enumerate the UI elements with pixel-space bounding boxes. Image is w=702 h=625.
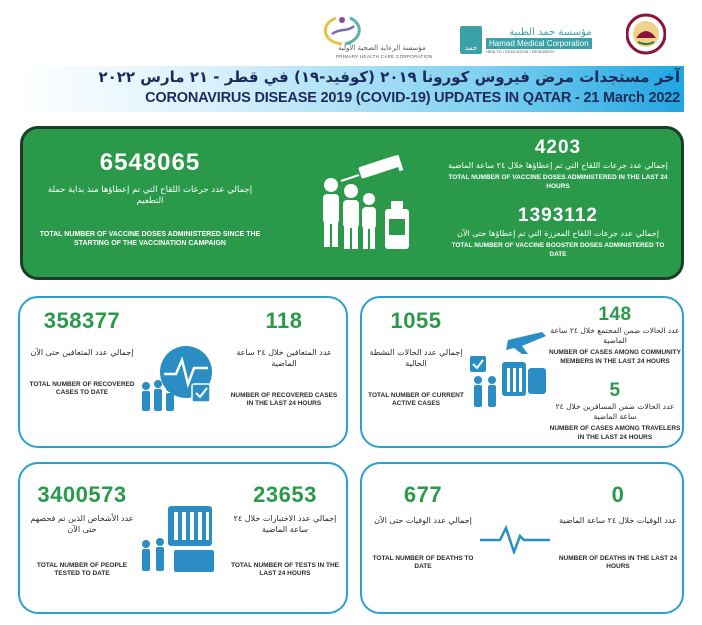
recovered-total-label-ar: إجمالي عدد المتعافين حتى الآن [30, 348, 134, 357]
tests-last24-label-en: TOTAL NUMBER OF TESTS IN THE LAST 24 HOURS [231, 561, 339, 578]
vaccination-booster-number: 1393112 [518, 205, 598, 226]
deaths-total-label-ar: إجمالي عدد الوفيات حتى الآن [374, 516, 472, 525]
recovered-total-number: 358377 [43, 308, 121, 333]
tests-last24-block [226, 482, 344, 578]
vaccination-total-block [35, 149, 265, 248]
vaccination-last24-block [443, 137, 673, 191]
recovered-last24-label-en: NUMBER OF RECOVERED CASES IN THE LAST 24 HOURS [230, 391, 338, 408]
active-cases-travel-icon [462, 330, 552, 420]
tests-lab-icon [138, 500, 228, 580]
vaccination-last24-label-ar: إجمالي عدد جرعات اللقاح التي تم إعطاؤها خلال ٢٤ ساعة الماضية [448, 161, 668, 170]
vaccination-total-label-ar: إجمالي عدد جرعات اللقاح التي تم إعطاؤها منذ بداية حملة التطعيم [47, 185, 253, 207]
tests-total-block [24, 482, 140, 578]
active-total-label-en: TOTAL NUMBER OF CURRENT ACTIVE CASES [368, 391, 464, 408]
active-community-label-en: NUMBER OF CASES AMONG COMMUNITY MEMBERS IN THE LAST 24 HOURS [549, 349, 681, 365]
hamad-emblem-icon: حمد [460, 26, 482, 54]
phcc-name-en: PRIMARY HEALTH CARE CORPORATION [336, 54, 433, 59]
title-arabic: آخر مستجدات مرض فيروس كورونا ٢٠١٩ (كوفيد-١٩) في قطر - ٢١ مارس ٢٠٢٢ [98, 68, 680, 86]
active-community-number: 148 [598, 304, 632, 325]
tests-total-label-en: TOTAL NUMBER OF PEOPLE TESTED TO DATE [36, 561, 128, 578]
active-total-number: 1055 [390, 308, 442, 333]
deaths-card [360, 462, 684, 614]
active-community-block [548, 304, 682, 366]
recovered-card [18, 296, 348, 448]
vaccination-booster-label-en: TOTAL NUMBER OF VACCINE BOOSTER DOSES ADMINISTERED TO DATE [451, 242, 665, 258]
deaths-total-label-en: TOTAL NUMBER OF DEATHS TO DATE [372, 554, 474, 571]
vaccination-last24-label-en: TOTAL NUMBER OF VACCINE DOSES ADMINISTERED IN THE LAST 24 HOURS [448, 174, 668, 190]
deaths-last24-label-en: NUMBER OF DEATHS IN THE LAST 24 HOURS [558, 554, 678, 571]
vaccination-last24-number: 4203 [534, 137, 582, 158]
recovered-last24-number: 118 [265, 308, 303, 333]
title-english: CORONAVIRUS DISEASE 2019 (COVID-19) UPDATES IN QATAR - 21 March 2022 [145, 90, 680, 106]
deaths-last24-label-ar: عدد الوفيات خلال ٢٤ ساعة الماضية [559, 516, 677, 525]
title-banner [22, 66, 684, 112]
vaccination-booster-label-ar: إجمالي عدد جرعات اللقاح المعززة التي تم إعطاؤها حتى الآن [457, 229, 659, 238]
vaccination-people-syringe-icon [311, 155, 421, 255]
recovered-total-block [26, 308, 138, 398]
tests-last24-label-ar: إجمالي عدد الاختبارات خلال ٢٤ ساعة الماضية [233, 514, 337, 534]
deaths-total-block [368, 482, 478, 572]
vaccination-panel [20, 126, 684, 280]
phcc-emblem-icon [312, 14, 372, 48]
hamad-tagline: HEALTH • EDUCATION • RESEARCH [486, 48, 555, 54]
deaths-total-number: 677 [403, 482, 443, 507]
tests-total-label-ar: عدد الأشخاص الذين تم فحصهم حتى الآن [30, 514, 134, 534]
recovered-heartbeat-icon [136, 338, 226, 418]
tests-total-number: 3400573 [37, 482, 127, 507]
recovered-last24-label-ar: عدد المتعافين خلال ٢٤ ساعة الماضية [236, 348, 332, 368]
vaccination-booster-block [443, 205, 673, 259]
qatar-emblem-icon [626, 12, 666, 56]
active-travelers-number: 5 [609, 380, 621, 401]
vaccination-total-label-en: TOTAL NUMBER OF VACCINE DOSES ADMINISTERED SINCE THE STARTING OF THE VACCINATION CAMPAIGN [39, 230, 261, 248]
active-travelers-label-ar: عدد الحالات ضمن المسافرين خلال ٢٤ ساعة الماضية [555, 402, 675, 422]
hamad-logo [460, 24, 610, 56]
phcc-name-ar: مؤسسة الرعاية الصحية الأولية [338, 44, 426, 52]
deaths-last24-number: 0 [611, 482, 625, 507]
active-community-label-ar: عدد الحالات ضمن المجتمع خلال ٢٤ ساعة الماضية [550, 326, 680, 346]
deaths-heartbeat-line-icon [480, 524, 550, 554]
active-travelers-block [548, 380, 682, 442]
header-logos [0, 0, 702, 70]
recovered-last24-block [228, 308, 340, 408]
tests-last24-number: 23653 [253, 482, 317, 507]
active-total-block [366, 308, 466, 408]
active-total-label-ar: إجمالي عدد الحالات النشطة الحالية [369, 348, 463, 368]
hamad-name-ar: مؤسسة حمد الطبية [509, 26, 592, 38]
recovered-total-label-en: TOTAL NUMBER OF RECOVERED CASES TO DATE [29, 380, 135, 397]
vaccination-total-number: 6548065 [99, 149, 201, 176]
phcc-logo [312, 14, 452, 62]
active-travelers-label-en: NUMBER OF CASES AMONG TRAVELERS IN THE LAST 24 HOURS [549, 425, 681, 441]
tests-card [18, 462, 348, 614]
active-cases-card [360, 296, 684, 448]
hamad-name-en: Hamad Medical Corporation [486, 38, 592, 49]
deaths-last24-block [558, 482, 678, 572]
